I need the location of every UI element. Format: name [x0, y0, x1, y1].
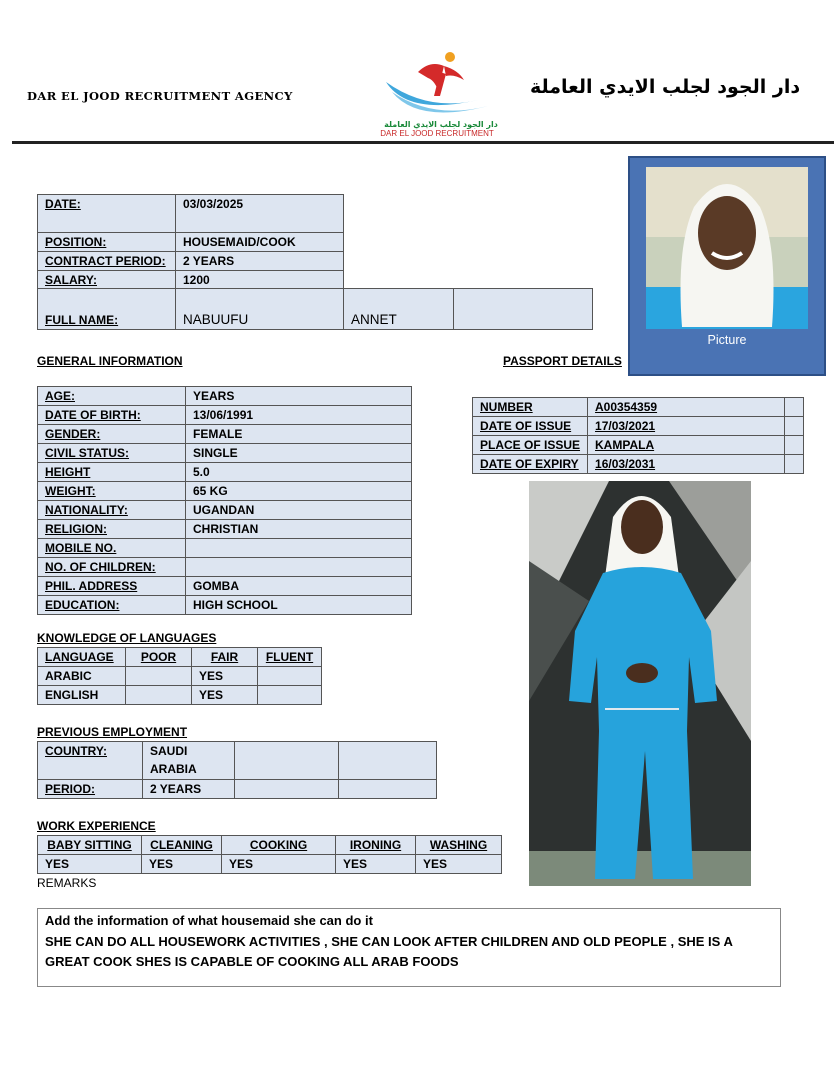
general-info-label: NATIONALITY: — [38, 501, 186, 520]
general-info-value: GOMBA — [186, 577, 412, 596]
general-info-label: GENDER: — [38, 425, 186, 444]
general-info-value: 5.0 — [186, 463, 412, 482]
general-info-value — [186, 539, 412, 558]
salary-value: 1200 — [176, 271, 344, 290]
passport-row — [473, 417, 804, 436]
employment-extra-cell — [339, 742, 437, 780]
passport-row — [473, 436, 804, 455]
full-body-photo — [529, 481, 751, 886]
general-info-title: GENERAL INFORMATION — [37, 354, 183, 368]
salary-label: SALARY: — [38, 271, 176, 290]
period-label: PERIOD: — [38, 780, 143, 799]
general-info-row — [38, 539, 412, 558]
general-info-row — [38, 406, 412, 425]
general-info-row — [38, 501, 412, 520]
employment-extra-cell — [235, 780, 339, 799]
general-info-label: EDUCATION: — [38, 596, 186, 615]
general-info-value: YEARS — [186, 387, 412, 406]
passport-value: KAMPALA — [588, 436, 785, 455]
work-experience-value: YES — [38, 855, 142, 874]
logo-english-caption: DAR EL JOOD RECRUITMENT — [380, 129, 494, 138]
passport-extra-cell — [785, 436, 804, 455]
work-experience-value: YES — [336, 855, 416, 874]
work-experience-value: YES — [416, 855, 502, 874]
passport-row — [473, 398, 804, 417]
logo-arabic-caption: دار الجود لجلب الايدي العاملة — [384, 120, 498, 129]
header-divider — [12, 141, 834, 144]
language-row — [38, 686, 322, 705]
passport-details-title: PASSPORT DETAILS — [503, 354, 622, 368]
general-info-label: RELIGION: — [38, 520, 186, 539]
general-info-row — [38, 577, 412, 596]
work-experience-header: WASHING — [416, 836, 502, 855]
passport-extra-cell — [785, 398, 804, 417]
full-name-label: FULL NAME: — [38, 289, 176, 330]
previous-employment-title: PREVIOUS EMPLOYMENT — [37, 725, 188, 739]
general-info-label: CIVIL STATUS: — [38, 444, 186, 463]
general-info-row — [38, 596, 412, 615]
passport-value: 16/03/2031 — [588, 455, 785, 474]
job-details-table — [37, 194, 344, 290]
general-info-row — [38, 444, 412, 463]
passport-label: PLACE OF ISSUE — [473, 436, 588, 455]
general-info-row — [38, 387, 412, 406]
language-name: ENGLISH — [38, 686, 126, 705]
general-info-label: NO. OF CHILDREN: — [38, 558, 186, 577]
general-info-value: 13/06/1991 — [186, 406, 412, 425]
language-level — [126, 686, 192, 705]
language-level — [126, 667, 192, 686]
employment-extra-cell — [339, 780, 437, 799]
language-header: FAIR — [192, 648, 258, 667]
language-name: ARABIC — [38, 667, 126, 686]
general-info-value: FEMALE — [186, 425, 412, 444]
work-experience-header: BABY SITTING — [38, 836, 142, 855]
work-experience-header: IRONING — [336, 836, 416, 855]
date-value: 03/03/2025 — [176, 195, 344, 233]
name-extra-cell — [454, 289, 593, 330]
general-info-row — [38, 520, 412, 539]
remarks-heading: Add the information of what housemaid she can do it — [45, 913, 373, 928]
language-header: POOR — [126, 648, 192, 667]
work-experience-value: YES — [222, 855, 336, 874]
language-level — [258, 667, 322, 686]
general-info-row — [38, 463, 412, 482]
general-info-row — [38, 558, 412, 577]
passport-label: NUMBER — [473, 398, 588, 417]
general-info-value — [186, 558, 412, 577]
work-experience-table — [37, 835, 502, 874]
general-info-label: MOBILE NO. — [38, 539, 186, 558]
remarks-label: REMARKS — [37, 876, 97, 890]
passport-label: DATE OF EXPIRY — [473, 455, 588, 474]
position-value: HOUSEMAID/COOK — [176, 233, 344, 252]
language-header: LANGUAGE — [38, 648, 126, 667]
passport-label: DATE OF ISSUE — [473, 417, 588, 436]
general-info-label: PHIL. ADDRESS — [38, 577, 186, 596]
first-name-value: NABUUFU — [176, 289, 344, 330]
work-experience-row — [38, 855, 502, 874]
agency-name-arabic: دار الجود لجلب الايدي العاملة — [530, 76, 801, 98]
languages-table — [37, 647, 322, 705]
date-label: DATE: — [38, 195, 176, 233]
language-row — [38, 667, 322, 686]
country-value: SAUDI ARABIA — [143, 742, 235, 780]
full-name-table — [37, 288, 593, 330]
portrait-photo — [646, 167, 808, 329]
passport-value: A00354359 — [588, 398, 785, 417]
country-label: COUNTRY: — [38, 742, 143, 780]
passport-value: 17/03/2021 — [588, 417, 785, 436]
general-info-value: CHRISTIAN — [186, 520, 412, 539]
employment-extra-cell — [235, 742, 339, 780]
work-experience-header: COOKING — [222, 836, 336, 855]
photo-label: Picture — [707, 333, 747, 347]
language-level: YES — [192, 667, 258, 686]
work-experience-header: CLEANING — [142, 836, 222, 855]
passport-extra-cell — [785, 455, 804, 474]
general-info-table — [37, 386, 412, 615]
work-experience-value: YES — [142, 855, 222, 874]
general-info-value: UGANDAN — [186, 501, 412, 520]
language-header: FLUENT — [258, 648, 322, 667]
agency-name-english: DAR EL JOOD RECRUITMENT AGENCY — [27, 89, 293, 103]
remarks-text: SHE CAN DO ALL HOUSEWORK ACTIVITIES , SHE CAN LOOK AFTER CHILDREN AND OLD PEOPLE , SHE IS A GREAT COOK SHES IS CAPABLE OF COOKING ALL ARAB FOODS — [45, 933, 733, 969]
general-info-row — [38, 482, 412, 501]
work-experience-title: WORK EXPERIENCE — [37, 819, 156, 833]
general-info-label: AGE: — [38, 387, 186, 406]
general-info-value: 65 KG — [186, 482, 412, 501]
general-info-label: WEIGHT: — [38, 482, 186, 501]
general-info-value: SINGLE — [186, 444, 412, 463]
general-info-label: DATE OF BIRTH: — [38, 406, 186, 425]
passport-table — [472, 397, 804, 474]
contract-period-value: 2 YEARS — [176, 252, 344, 271]
passport-row — [473, 455, 804, 474]
position-label: POSITION: — [38, 233, 176, 252]
previous-employment-table — [37, 741, 437, 799]
languages-title: KNOWLEDGE OF LANGUAGES — [37, 631, 217, 645]
last-name-value: ANNET — [344, 289, 454, 330]
period-value: 2 YEARS — [143, 780, 235, 799]
passport-extra-cell — [785, 417, 804, 436]
remarks-box — [37, 908, 781, 987]
language-level — [258, 686, 322, 705]
contract-period-label: CONTRACT PERIOD: — [38, 252, 176, 271]
language-level: YES — [192, 686, 258, 705]
general-info-row — [38, 425, 412, 444]
general-info-label: HEIGHT — [38, 463, 186, 482]
general-info-value: HIGH SCHOOL — [186, 596, 412, 615]
